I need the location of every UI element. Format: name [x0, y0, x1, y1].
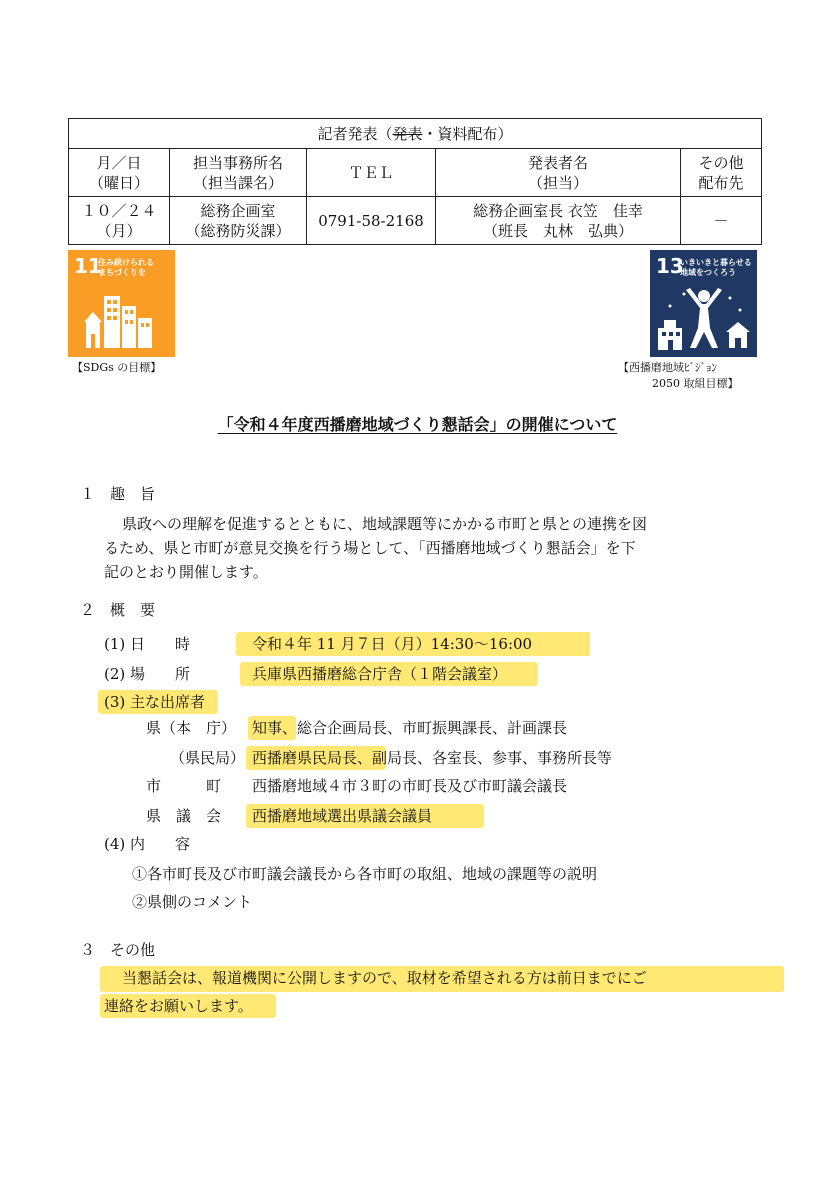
content-item2: ②県側のコメント	[132, 893, 253, 911]
vision-13-icon	[650, 250, 757, 357]
attendee-value-kenminkyoku: 西播磨県民局長、副局長、各室長、参事、事務所長等	[252, 749, 613, 767]
attendee-label-shicho: 市 町	[146, 777, 222, 795]
section1-text-line2: るため、県と市町が意見交換を行う場として、「西播磨地域づくり懇話会」を下	[104, 539, 636, 557]
page-title: 「令和４年度西播磨地域づくり懇話会」の開催について	[217, 415, 618, 434]
attendee-value-honcho: 知事、総合企画局長、市町振興課長、計画課長	[252, 719, 568, 737]
vision-13-number: 13	[656, 254, 684, 278]
sdg-11-icon	[68, 250, 175, 357]
column-header-presenter: 発表者名 （担当）	[436, 149, 681, 197]
caption-prefix: 記者発表（	[317, 124, 393, 143]
section3-text-line2: 連絡をお願いします。	[104, 997, 253, 1015]
sdg-left-caption: 【SDGs の目標】	[72, 361, 162, 374]
vision-13-label: いきいきと暮らせる 地域をつくろう	[680, 258, 752, 277]
section3-text-line1: 当懇話会は、報道機関に公開しますので、取材を希望される方は前日までにご	[122, 969, 647, 987]
item2-value: 兵庫県西播磨総合庁舎（１階会議室）	[252, 665, 508, 683]
city-buildings-icon	[82, 290, 162, 350]
cell-other: －	[681, 197, 762, 245]
sdg-11-label: 住み続けられる まちづくりを	[98, 258, 154, 277]
column-header-office: 担当事務所名 （担当課名）	[170, 149, 307, 197]
table-caption	[69, 119, 762, 149]
caption-struck-text: 発表	[392, 124, 423, 143]
content-item1: ①各市町長及び市町議会議長から各市町の取組、地域の課題等の説明	[132, 865, 598, 883]
sdg-11-number: 11	[74, 254, 102, 278]
item1-label: (1) 日 時	[104, 635, 191, 653]
attendee-value-kengikai: 西播磨地域選出県議会議員	[252, 807, 433, 825]
section2-heading: ２ 概 要	[80, 601, 156, 619]
section1-text-line1: 県政への理解を促進するとともに、地域課題等にかかる市町と県との連携を図	[122, 515, 648, 533]
cell-office: 総務企画室 （総務防災課）	[170, 197, 307, 245]
section1-heading: １ 趣 旨	[80, 485, 156, 503]
caption-suffix: ・資料配布）	[422, 124, 513, 143]
cheering-person-icon	[656, 284, 752, 354]
attendee-value-shicho: 西播磨地域４市３町の市町長及び市町議会議長	[252, 777, 568, 795]
sdg-right-caption-line1: 【西播磨地域ﾋﾞｼﾞｮﾝ	[618, 361, 717, 374]
item2-label: (2) 場 所	[104, 665, 191, 683]
attendee-label-honcho: 県（本 庁）	[146, 719, 237, 737]
item1-value: 令和４年 11 月７日（月）14:30～16:00	[252, 635, 533, 653]
attendee-label-kenminkyoku: （県民局）	[170, 749, 246, 767]
cell-presenter: 総務企画室長 衣笠 佳幸 （班長 丸林 弘典）	[436, 197, 681, 245]
attendee-label-kengikai: 県 議 会	[146, 807, 222, 825]
cell-date: １０／２４ （月）	[69, 197, 170, 245]
cell-tel: 0791-58-2168	[307, 197, 436, 245]
column-header-date: 月／日 （曜日）	[69, 149, 170, 197]
section1-text-line3: 記のとおり開催します。	[104, 563, 268, 581]
item4-label: (4) 内 容	[104, 835, 191, 853]
column-header-tel: ＴＥＬ	[307, 149, 436, 197]
column-header-other: その他 配布先	[681, 149, 762, 197]
section3-heading: ３ その他	[80, 941, 156, 959]
press-release-header-table	[68, 118, 762, 245]
sdg-right-caption-line2: 2050 取組目標】	[652, 377, 739, 390]
item3-label: (3) 主な出席者	[104, 693, 206, 711]
